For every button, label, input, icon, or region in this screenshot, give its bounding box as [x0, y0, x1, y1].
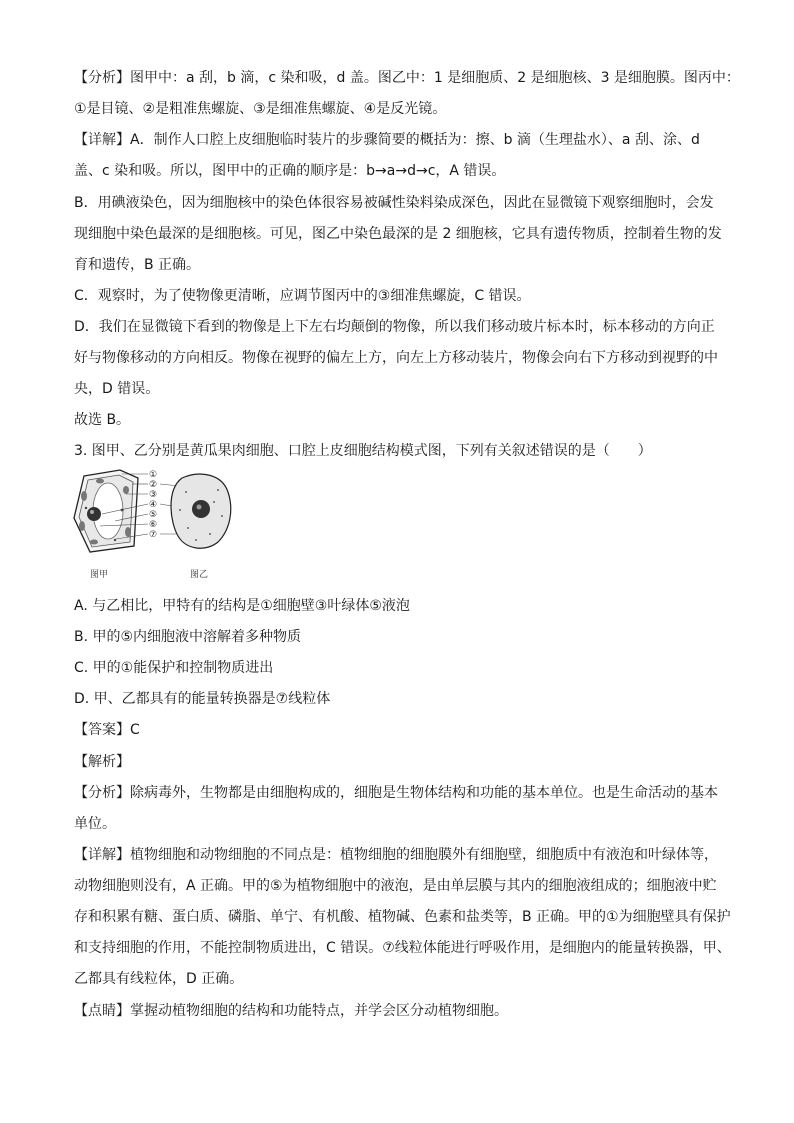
text-line: D．我们在显微镜下看到的物像是上下左右均颠倒的物像，所以我们移动玻片标本时，标本移动的方向正: [74, 319, 715, 335]
text-line: 好与物像移动的方向相反。物像在视野的偏左上方，向左上方移动装片，物像会向右下方移动到视野的中: [74, 350, 718, 366]
label-1: ①: [149, 470, 158, 480]
analysis-heading: 【解析】: [74, 754, 130, 770]
caption-plant-cell: 图甲: [90, 570, 109, 580]
text-line: C．观察时，为了使物像更清晰，应调节图丙中的③细准焦螺旋，C 错误。: [74, 288, 531, 304]
plant-cell-figure: [74, 470, 138, 552]
label-4: ④: [149, 500, 158, 510]
caption-animal-cell: 图乙: [190, 570, 209, 580]
label-7: ⑦: [149, 530, 158, 540]
option-a: A. 与乙相比，甲特有的结构是①细胞壁③叶绿体⑤液泡: [74, 598, 410, 614]
text-line: ①是目镜、②是粗准焦螺旋、③是细准焦螺旋、④是反光镜。: [74, 101, 447, 117]
option-d: D. 甲、乙都具有的能量转换器是⑦线粒体: [74, 691, 331, 707]
label-6: ⑥: [149, 520, 158, 530]
label-2: ②: [149, 480, 158, 490]
text-line: 单位。: [74, 816, 116, 832]
label-5: ⑤: [149, 510, 158, 520]
text-line: 故选 B。: [74, 412, 131, 428]
option-c: C. 甲的①能保护和控制物质进出: [74, 660, 274, 676]
text-line: 【详解】A．制作人口腔上皮细胞临时装片的步骤简要的概括为：擦、b 滴（生理盐水）、a 刮、涂、d: [74, 132, 700, 148]
question-stem: 3. 图甲、乙分别是黄瓜果肉细胞、口腔上皮细胞结构模式图，下列有关叙述错误的是（ ）: [74, 443, 652, 459]
option-b: B. 甲的⑤内细胞液中溶解着多种物质: [74, 629, 302, 645]
text-line: 现细胞中染色最深的是细胞核。可见，图乙中染色最深的是 2 细胞核，它具有遗传物质，控制着生物的发: [74, 226, 722, 242]
text-line: 【点睛】掌握动植物细胞的结构和功能特点，并学会区分动植物细胞。: [74, 1003, 508, 1019]
label-3: ③: [149, 490, 158, 500]
animal-cell-figure: [171, 474, 231, 548]
text-line: 育和遗传，B 正确。: [74, 257, 201, 273]
text-line: 【分析】除病毒外，生物都是由细胞构成的，细胞是生物体结构和功能的基本单位。也是生命活动的基本: [74, 785, 718, 801]
text-line: 央，D 错误。: [74, 381, 160, 397]
text-line: B．用碘液染色，因为细胞核中的染色体很容易被碱性染料染成深色，因此在显微镜下观察细胞时，会发: [74, 195, 714, 211]
text-line: 存和积累有糖、蛋白质、磷脂、单宁、有机酸、植物碱、色素和盐类等，B 正确。甲的①为细胞壁具有保护: [74, 909, 731, 925]
text-line: 和支持细胞的作用，不能控制物质进出，C 错误。⑦线粒体能进行呼吸作用，是细胞内的能量转换器，甲、: [74, 940, 731, 956]
answer-line: 【答案】C: [74, 722, 140, 738]
text-line: 动物细胞则没有，A 正确。甲的⑤为植物细胞中的液泡，是由单层膜与其内的细胞液组成的；细胞液中贮: [74, 878, 717, 894]
text-line: 乙都具有线粒体，D 正确。: [74, 971, 244, 987]
text-line: 【详解】植物细胞和动物细胞的不同点是：植物细胞的细胞膜外有细胞壁，细胞质中有液泡和叶绿体等，: [74, 847, 718, 863]
text-line: 【分析】图甲中：a 刮，b 滴，c 染和吸，d 盖。图乙中：1 是细胞质、2 是细胞核、3 是细胞膜。图丙中：: [74, 70, 740, 86]
cell-diagram: [70, 466, 240, 584]
text-line: 盖、c 染和吸。所以，图甲中的正确的顺序是：b→a→d→c，A 错误。: [74, 163, 506, 179]
